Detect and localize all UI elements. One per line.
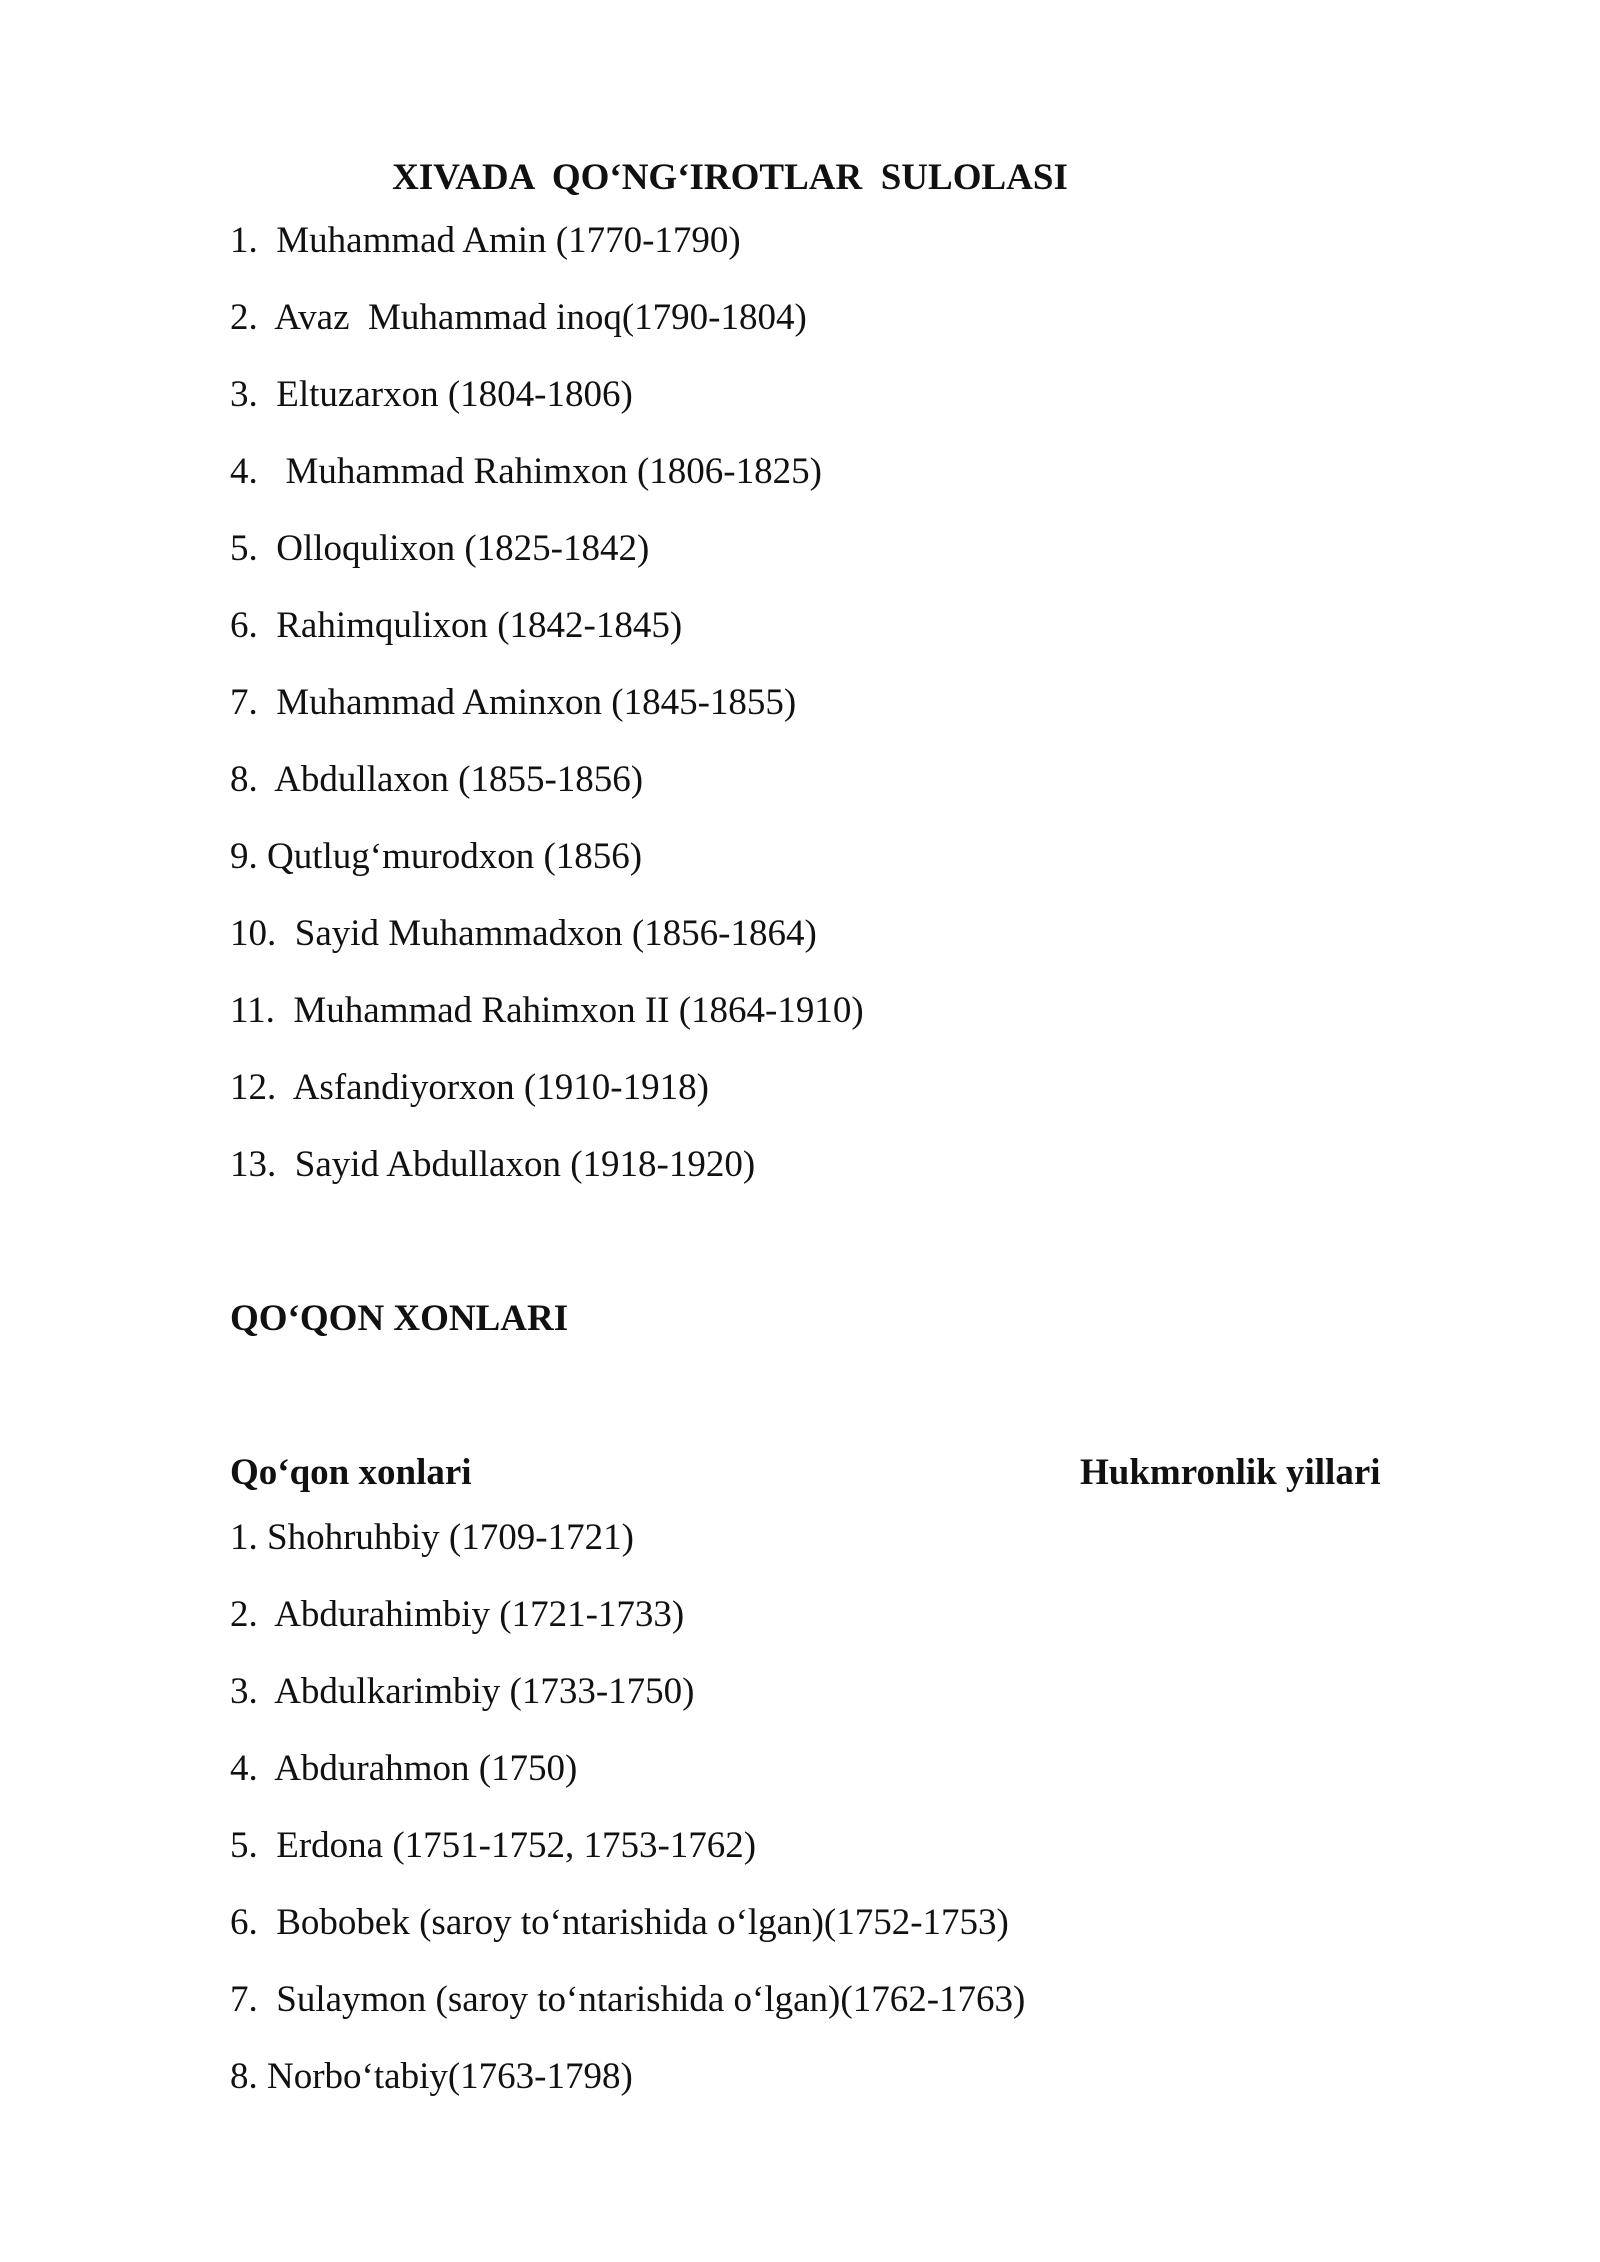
xiva-item-12: 12. Asfandiyorxon (1910-1918) [230, 1067, 709, 1108]
xiva-item-5: 5. Olloqulixon (1825-1842) [230, 528, 650, 569]
xiva-title: XIVADA QO‘NG‘IROTLAR SULOLASI [392, 157, 1068, 198]
xiva-item-11: 11. Muhammad Rahimxon II (1864-1910) [230, 990, 864, 1031]
qoqon-item-8: 8. Norbo‘tabiy(1763-1798) [230, 2056, 633, 2097]
qoqon-item-4: 4. Abdurahmon (1750) [230, 1748, 578, 1789]
xiva-item-13: 13. Sayid Abdullaxon (1918-1920) [230, 1144, 756, 1185]
xiva-item-6: 6. Rahimqulixon (1842-1845) [230, 605, 683, 646]
xiva-item-4: 4. Muhammad Rahimxon (1806-1825) [230, 451, 822, 492]
xiva-item-2: 2. Avaz Muhammad inoq(1790-1804) [230, 297, 807, 338]
qoqon-column-left-header: Qo‘qon xonlari [230, 1452, 472, 1493]
qoqon-item-1: 1. Shohruhbiy (1709-1721) [230, 1517, 634, 1558]
xiva-item-7: 7. Muhammad Aminxon (1845-1855) [230, 682, 797, 723]
xiva-item-8: 8. Abdullaxon (1855-1856) [230, 759, 644, 800]
xiva-item-1: 1. Muhammad Amin (1770-1790) [230, 220, 741, 261]
qoqon-item-2: 2. Abdurahimbiy (1721-1733) [230, 1594, 685, 1635]
qoqon-item-6: 6. Bobobek (saroy to‘ntarishida o‘lgan)(1752-1753) [230, 1902, 1009, 1943]
qoqon-item-3: 3. Abdulkarimbiy (1733-1750) [230, 1671, 695, 1712]
qoqon-title: QO‘QON XONLARI [230, 1298, 569, 1339]
xiva-item-9: 9. Qutlug‘murodxon (1856) [230, 836, 643, 877]
qoqon-item-7: 7. Sulaymon (saroy to‘ntarishida o‘lgan)(1762-1763) [230, 1979, 1026, 2020]
qoqon-item-5: 5. Erdona (1751-1752, 1753-1762) [230, 1825, 757, 1866]
xiva-item-10: 10. Sayid Muhammadxon (1856-1864) [230, 913, 817, 954]
xiva-item-3: 3. Eltuzarxon (1804-1806) [230, 374, 633, 415]
qoqon-column-right-header: Hukmronlik yillari [1080, 1452, 1381, 1493]
